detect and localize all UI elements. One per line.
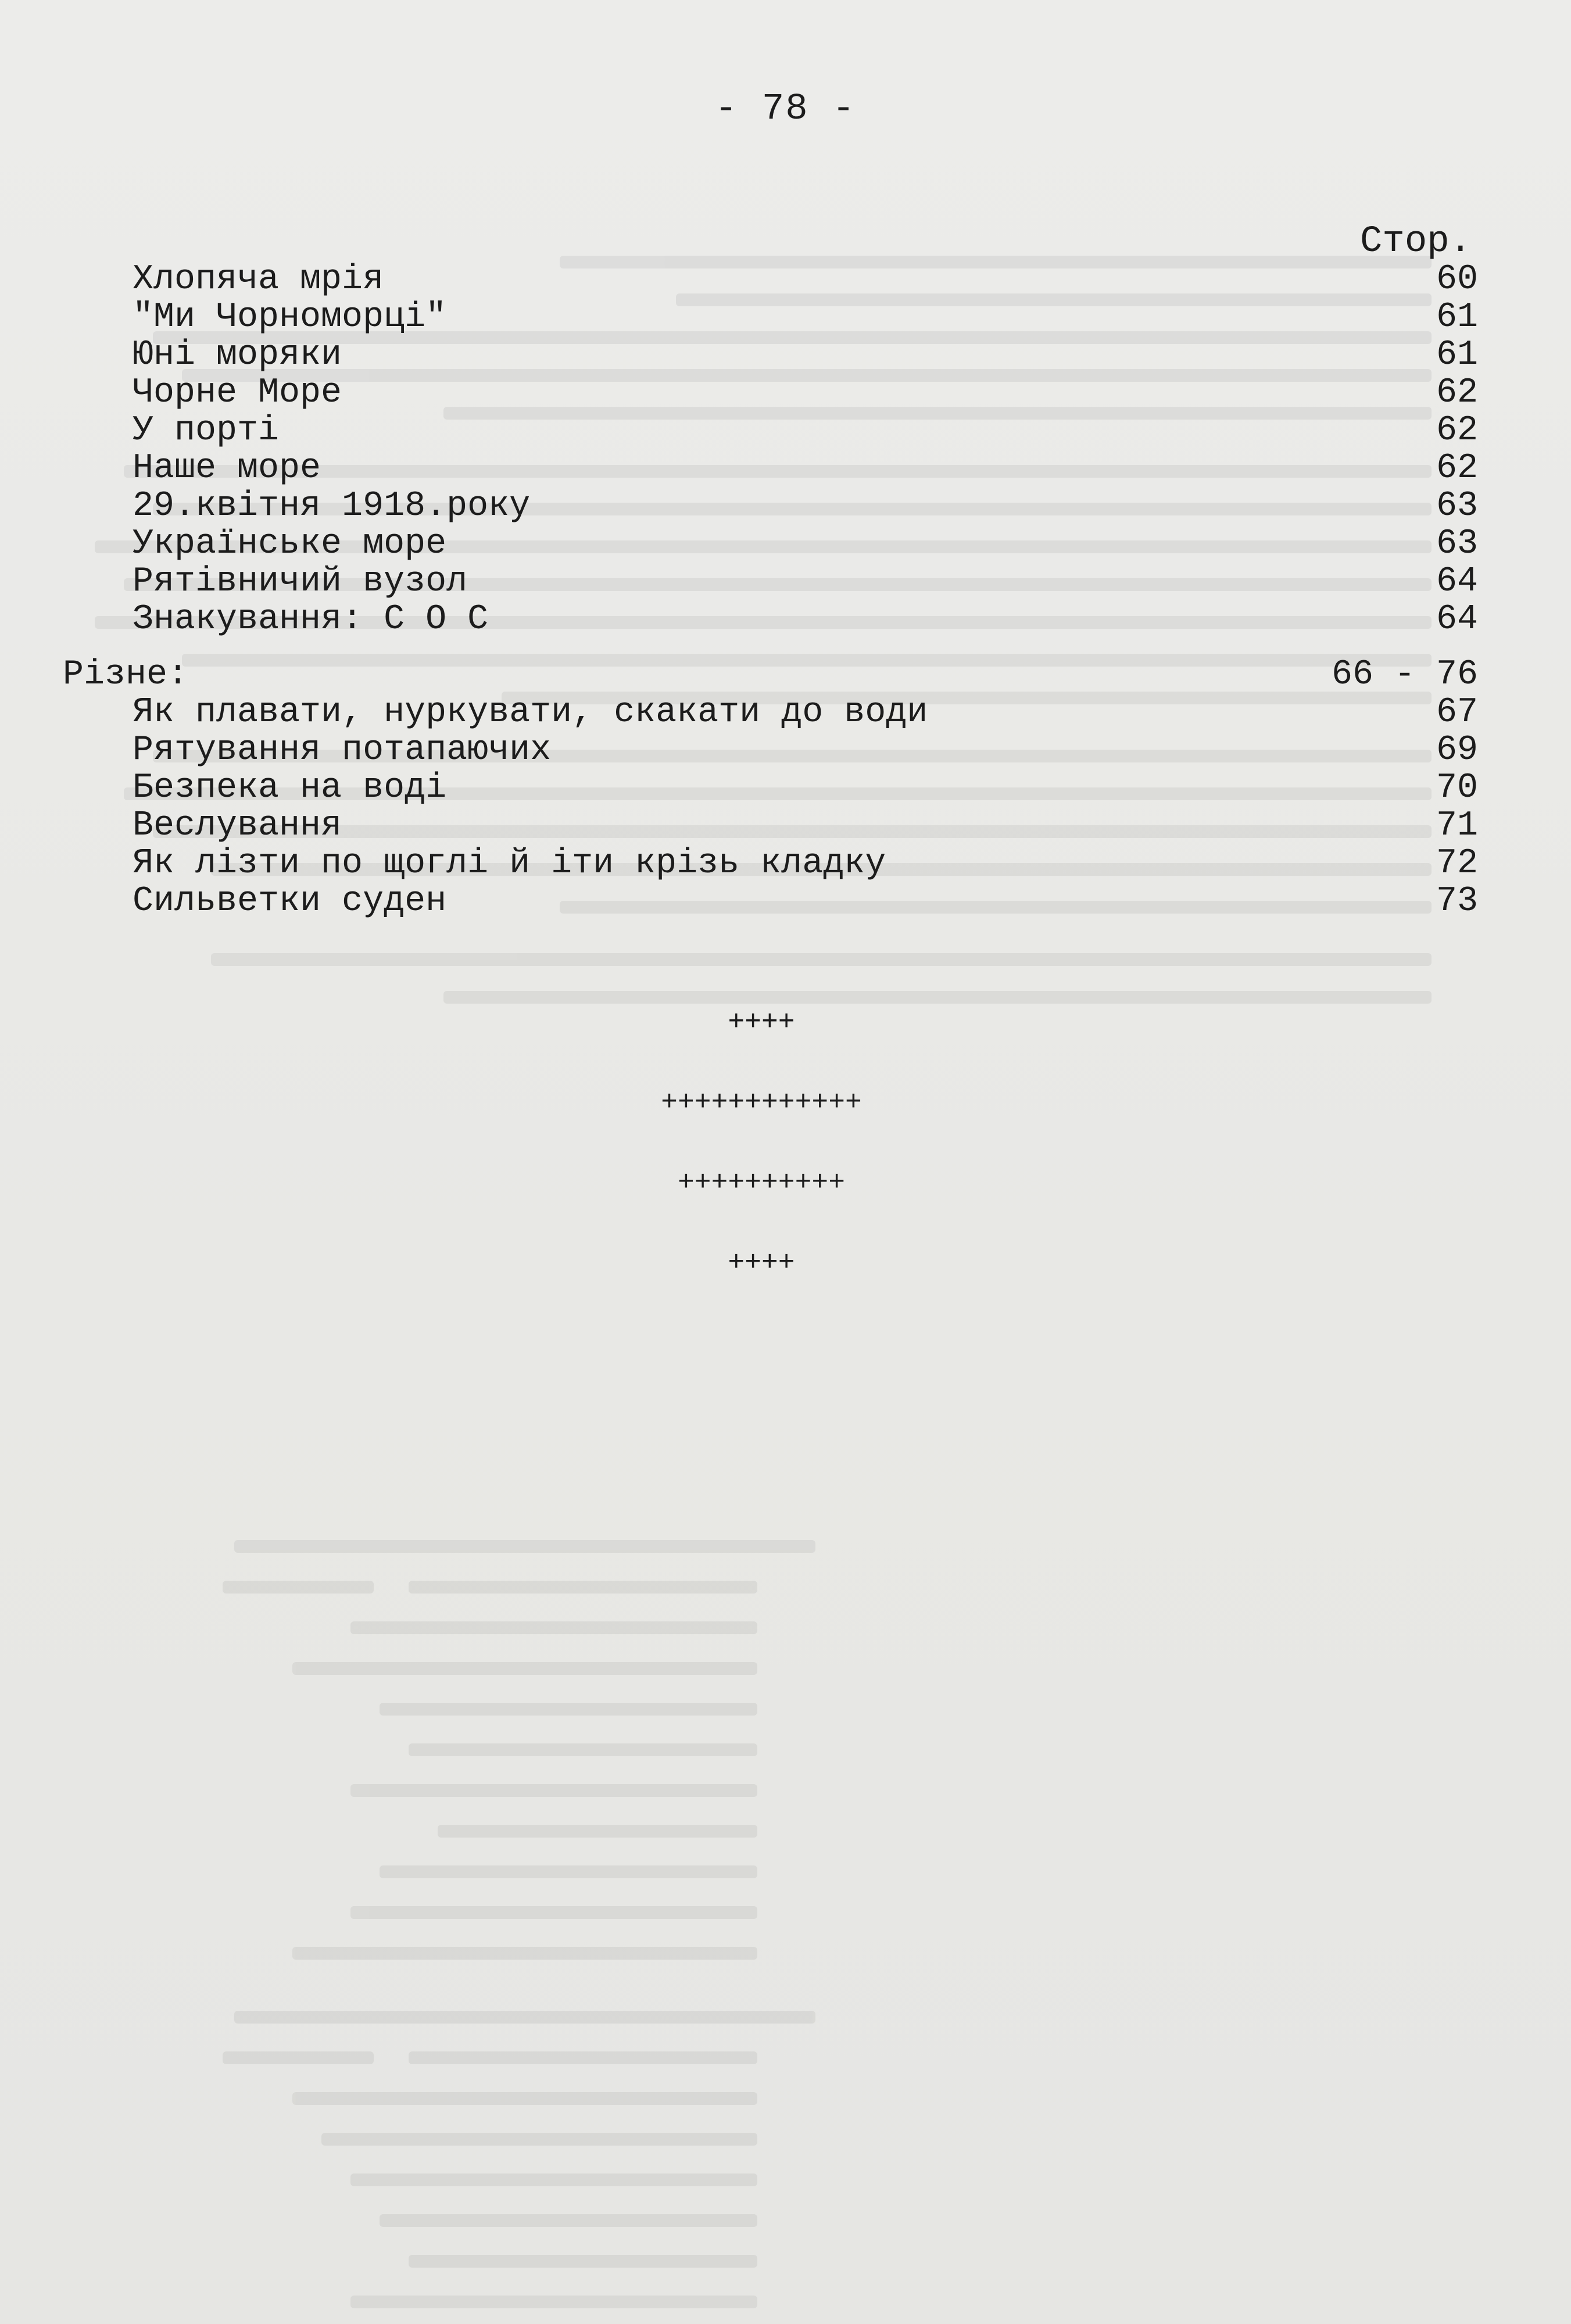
toc-entry-title: Наше море	[133, 449, 321, 488]
toc-entry	[0, 882, 1571, 921]
toc-entry-title: Сильветки суден	[133, 882, 447, 921]
end-ornament	[625, 956, 898, 1330]
toc-entry	[0, 298, 1571, 336]
toc-entry-page: 62	[1436, 411, 1478, 450]
toc-section-title: Різне:	[63, 655, 189, 694]
toc-entry	[0, 487, 1571, 525]
toc-entry-title: Чорне Море	[133, 373, 342, 413]
toc-entry-title: Веслування	[133, 806, 342, 846]
toc-entry-page: 61	[1436, 335, 1478, 375]
toc-entry-page: 71	[1436, 806, 1478, 846]
toc-entry-page: 62	[1436, 449, 1478, 488]
toc-entry-page: 64	[1436, 600, 1478, 639]
toc-section-pages: 66 - 76	[1331, 655, 1478, 694]
ornament-line: ++++	[728, 1007, 795, 1039]
toc-entry-page: 67	[1436, 693, 1478, 732]
toc-entry-title: Українське море	[133, 524, 447, 564]
toc-entry	[0, 600, 1571, 639]
toc-entry	[0, 525, 1571, 563]
toc-entry-title: Знакування: С О С	[133, 600, 489, 639]
toc-entry	[0, 693, 1571, 732]
toc-entry-title: У порті	[133, 411, 280, 450]
toc-entry	[0, 807, 1571, 845]
toc-entry-page: 60	[1436, 260, 1478, 299]
toc-entry-title: Безпека на воді	[133, 768, 447, 808]
toc-entry	[0, 731, 1571, 769]
toc-entry	[0, 260, 1571, 299]
toc-entry-page: 62	[1436, 373, 1478, 413]
toc-section	[0, 656, 1571, 694]
ornament-line: ++++++++++	[677, 1168, 846, 1199]
toc-entry-page: 61	[1436, 298, 1478, 337]
toc-entry-title: "Ми Чорноморці"	[133, 298, 447, 337]
toc-entry	[0, 769, 1571, 807]
ornament-line: ++++++++++++	[661, 1087, 862, 1119]
toc-entry-title: Юні моряки	[133, 335, 342, 375]
toc-entry	[0, 336, 1571, 374]
toc-entry-page: 69	[1436, 730, 1478, 770]
toc-entry-page: 63	[1436, 486, 1478, 526]
toc-entry-title: Хлопяча мрія	[133, 260, 384, 299]
toc-entry	[0, 374, 1571, 412]
toc-entry	[0, 411, 1571, 450]
toc-entry-title: Рятування потапаючих	[133, 730, 552, 770]
toc-entry-page: 73	[1436, 882, 1478, 921]
toc-entry	[0, 449, 1571, 488]
page-number: - 78 -	[715, 88, 856, 130]
toc-entry-title: Як плавати, нуркувати, скакати до води	[133, 693, 928, 732]
toc-entry-page: 63	[1436, 524, 1478, 564]
page-column-header: Стор.	[1360, 221, 1472, 263]
toc-entry-title: 29.квітня 1918.року	[133, 486, 531, 526]
ornament-line: ++++	[728, 1248, 795, 1279]
toc-entry	[0, 563, 1571, 601]
toc-entry-page: 70	[1436, 768, 1478, 808]
toc-entry-title: Рятівничий вузол	[133, 562, 468, 601]
toc-entry-page: 72	[1436, 844, 1478, 883]
toc-entry-title: Як лізти по щоглі й іти крізь кладку	[133, 844, 886, 883]
toc-entry-page: 64	[1436, 562, 1478, 601]
toc-entry	[0, 844, 1571, 883]
